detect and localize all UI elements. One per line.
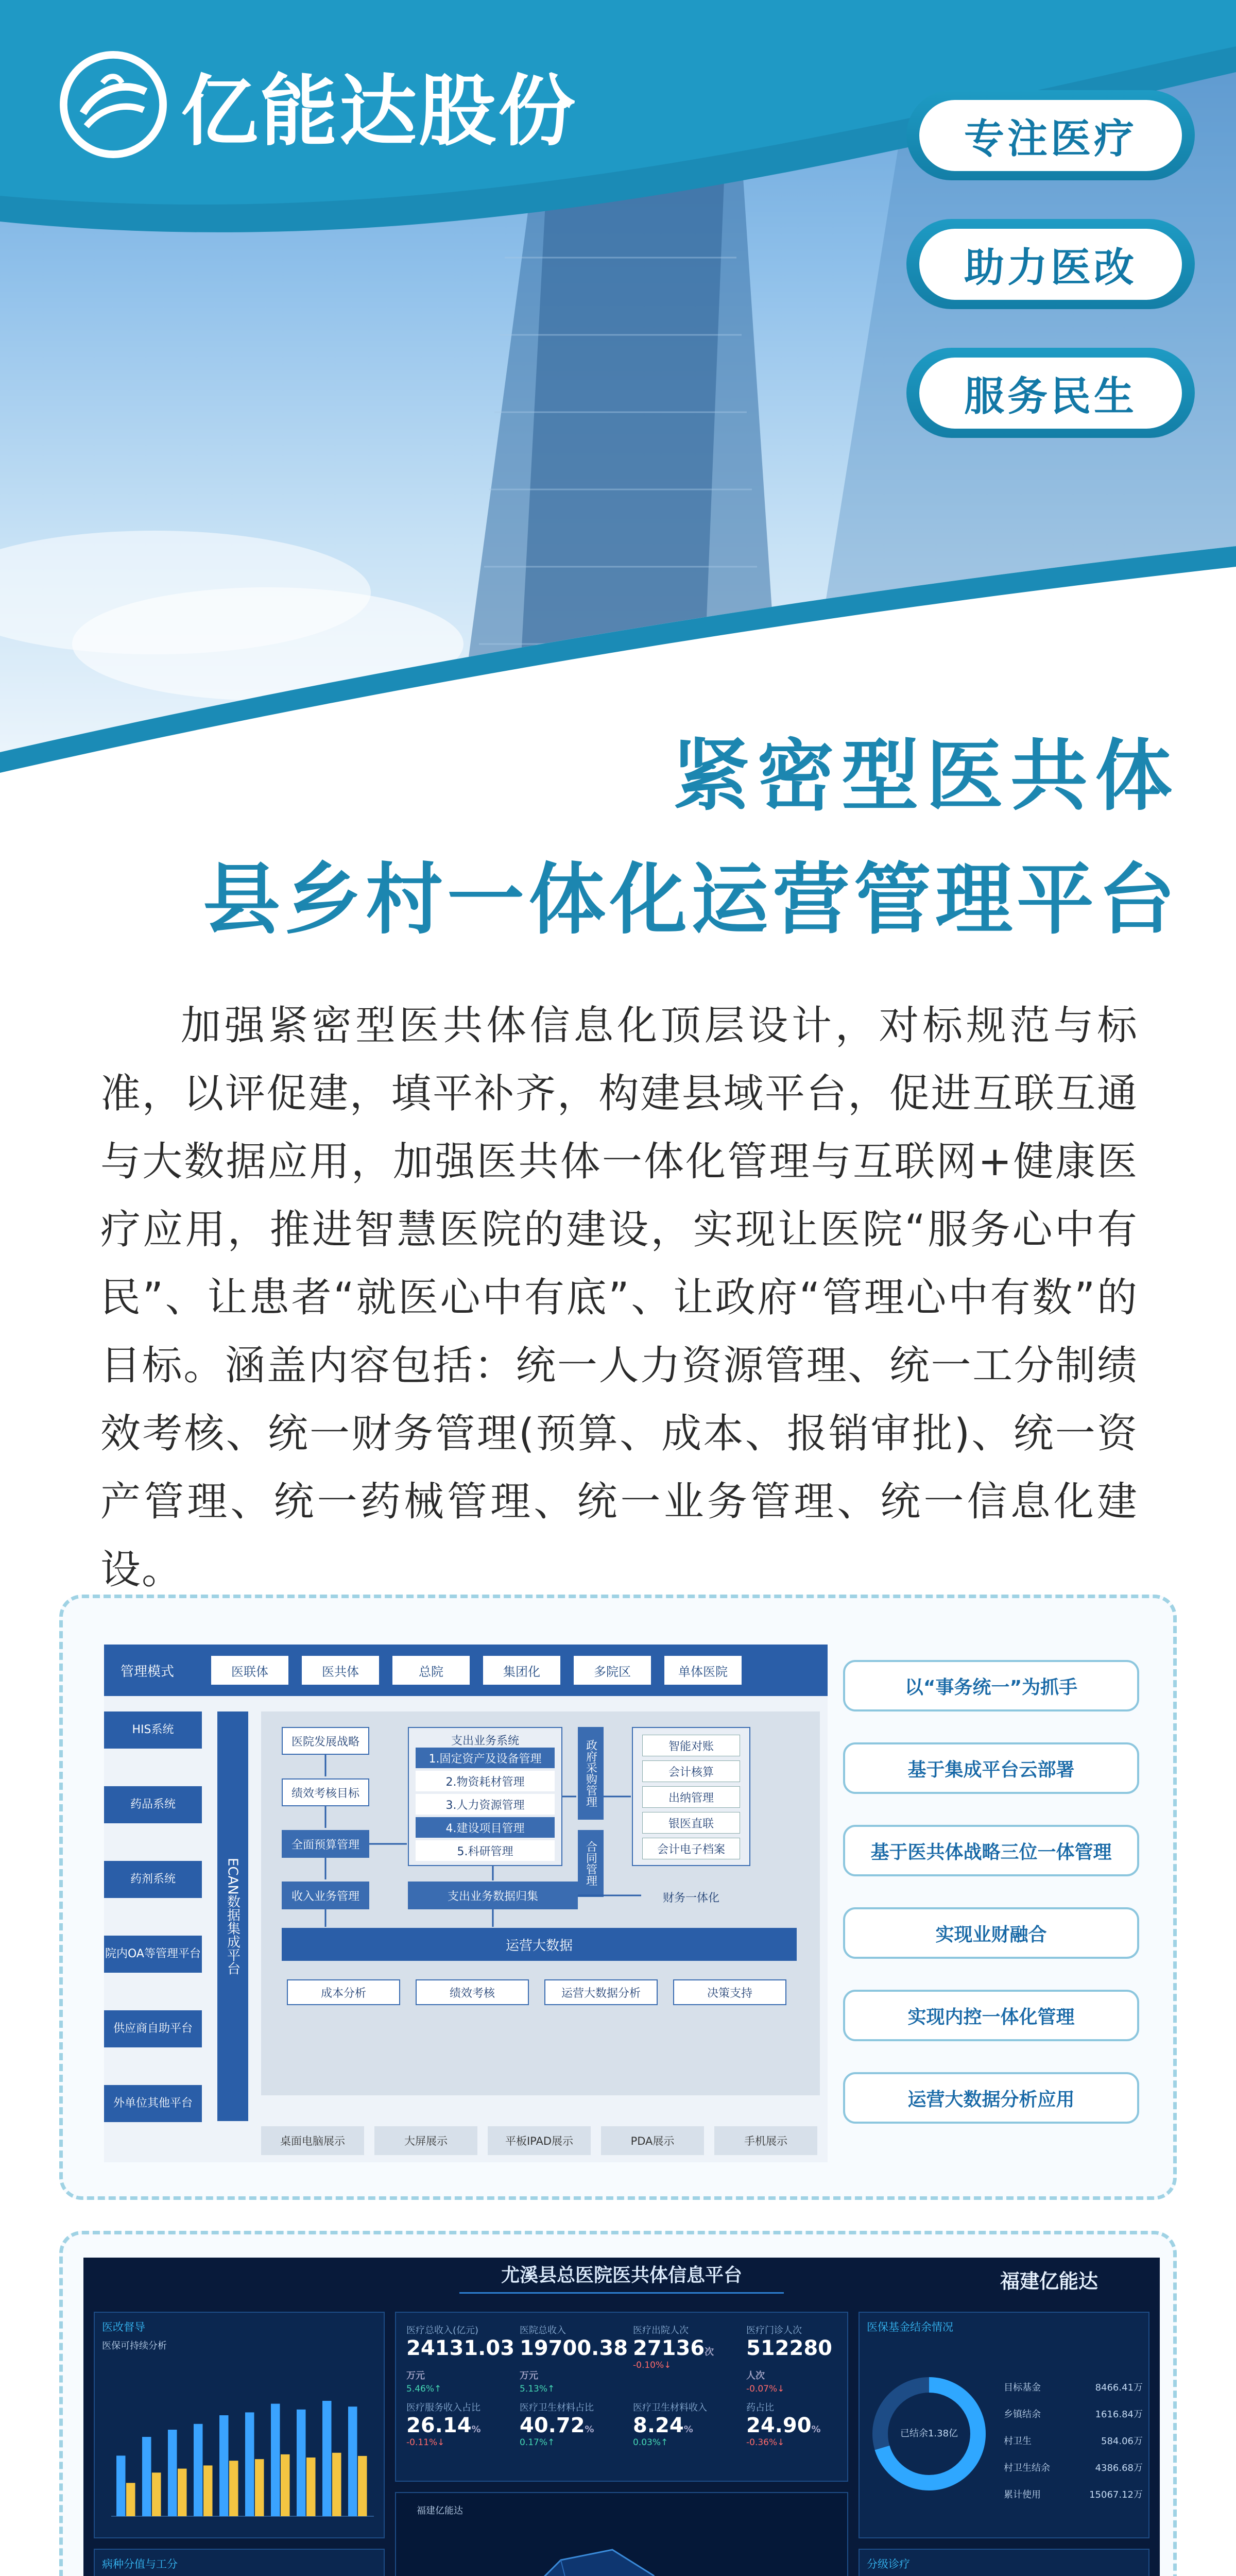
analysis-item: 决策支持 xyxy=(673,1979,786,2005)
mode-item: 医联体 xyxy=(211,1656,288,1685)
feature-item: 以“事务统一”为抓手 xyxy=(843,1660,1139,1711)
fund-donut-label: 已结余1.38亿 xyxy=(900,2428,958,2439)
gov-purchase-box: 政府采购管理 xyxy=(578,1727,604,1820)
referral-panel xyxy=(859,2549,1149,2576)
display-channel: 大屏展示 xyxy=(374,2126,477,2155)
chart-bar-secondary xyxy=(358,2456,367,2516)
finance-item: 银医直联 xyxy=(642,1812,740,1834)
title-line-2: 县乡村一体化运营管理平台 xyxy=(202,855,1179,945)
brand xyxy=(59,49,577,160)
mode-label: 管理模式 xyxy=(121,1664,175,1680)
slogan-2: 助力医改 xyxy=(919,229,1182,300)
fund-row: 乡镇结余 1616.84万 xyxy=(1004,2409,1143,2420)
kpi-item: 药占比 24.90% -0.36%↓ xyxy=(746,2402,821,2448)
chart-bar xyxy=(168,2430,177,2516)
mode-item: 单体医院 xyxy=(664,1656,742,1685)
finance-integration-label: 财务一体化 xyxy=(662,1892,719,1905)
contract-box: 合同管理 xyxy=(578,1830,604,1897)
brand-name: 亿能达股份 xyxy=(181,67,578,157)
panel-title: 分级诊疗 xyxy=(867,2558,910,2570)
mode-item: 集团化 xyxy=(483,1656,560,1685)
chart-bar-secondary xyxy=(152,2472,161,2516)
expense-item: 3.人力资源管理 xyxy=(416,1794,555,1815)
slogan-pill-2 xyxy=(906,219,1195,309)
finance-item: 会计核算 xyxy=(642,1760,740,1782)
kpi-panel xyxy=(395,2312,848,2482)
income-box: 收入业务管理 xyxy=(282,1882,369,1909)
feature-item: 基于集成平台云部署 xyxy=(843,1742,1139,1794)
slogan-3: 服务民生 xyxy=(919,358,1182,429)
slogan-pill-1 xyxy=(906,90,1195,180)
fund-panel xyxy=(859,2312,1149,2538)
chart-bar xyxy=(348,2406,357,2516)
expense-item: 4.建设项目管理 xyxy=(416,1817,555,1838)
chart-bar xyxy=(271,2404,280,2516)
chart-bar xyxy=(245,2412,254,2516)
feature-item: 运营大数据分析应用 xyxy=(843,2072,1139,2124)
fund-row: 村卫生结余 4386.68万 xyxy=(1004,2463,1143,2473)
workload-panel xyxy=(94,2549,385,2576)
kpi-item: 医疗卫生材料收入 8.24% 0.03%↑ xyxy=(633,2402,707,2448)
feature-item: 基于医共体战略三位一体管理 xyxy=(843,1825,1139,1876)
kpi-item: 医疗出院人次 27136次 -0.10%↓ xyxy=(633,2325,714,2370)
architecture-panel xyxy=(59,1595,1177,2200)
slogan-1: 专注医疗 xyxy=(919,100,1182,171)
chart-bar-secondary xyxy=(281,2454,290,2516)
display-channel: 手机展示 xyxy=(714,2126,817,2155)
expense-system-title: 支出业务系统 xyxy=(451,1735,519,1748)
chart-bar-secondary xyxy=(178,2469,187,2516)
medical-reform-panel xyxy=(94,2312,385,2538)
mode-item: 多院区 xyxy=(574,1656,651,1685)
chart-bar-secondary xyxy=(126,2483,135,2516)
chart-bar xyxy=(116,2455,126,2516)
mode-item: 总院 xyxy=(392,1656,470,1685)
slogan-pill-3 xyxy=(906,348,1195,438)
chart-bar-secondary xyxy=(203,2465,213,2516)
chart-bar xyxy=(219,2415,229,2516)
expense-data-box: 支出业务数据归集 xyxy=(408,1882,578,1909)
map-panel xyxy=(395,2492,848,2576)
expense-item: 1.固定资产及设备管理 xyxy=(416,1748,555,1768)
fund-list xyxy=(1004,2375,1143,2509)
display-channel: 桌面电脑展示 xyxy=(261,2126,364,2155)
left-system: 药剂系统 xyxy=(104,1861,202,1898)
core-system-area xyxy=(261,1711,820,2095)
chart-bar xyxy=(194,2424,203,2516)
map-label: 福建亿能达 xyxy=(417,2505,463,2516)
brand-logo-icon xyxy=(59,50,167,159)
panel-title: 医改督导 xyxy=(102,2321,145,2333)
left-system: 外单位其他平台 xyxy=(104,2085,202,2122)
expense-item: 2.物资耗材管理 xyxy=(416,1771,555,1791)
left-system: 药品系统 xyxy=(104,1786,202,1823)
left-system: HIS系统 xyxy=(104,1711,202,1749)
management-mode-bar xyxy=(104,1645,828,1696)
left-system: 院内OA等管理平台 xyxy=(104,1936,202,1973)
analysis-item: 绩效考核 xyxy=(416,1979,529,2005)
fund-row: 目标基金 8466.41万 xyxy=(1004,2382,1143,2393)
strategy-box: 医院发展战略 xyxy=(282,1727,369,1755)
chart-bar-secondary xyxy=(229,2461,238,2516)
dashboard-panel xyxy=(59,2231,1177,2576)
expense-item: 5.科研管理 xyxy=(416,1840,555,1861)
intro-paragraph: 加强紧密型医共体信息化顶层设计，对标规范与标准，以评促建，填平补齐，构建县域平台，促进互联互通与大数据应用，加强医共体一体化管理与互联网+健康医疗应用，推进智慧医院的建设，实现让医院“服务心中有民”、让患者“就医心中有底”、让政府“管理心中有数”的目标。涵盖内容包括：统一人力资源管理、统一工分制绩效考核、统一财务管理(预算、成本、报销审批)、统一资产管理、统一药械管理、统一业务管理、统一信息化建设。 xyxy=(100,1003,1138,1593)
display-channel: 平板IPAD展示 xyxy=(488,2126,591,2155)
dashboard-title: 尤溪县总医院医共体信息平台 xyxy=(459,2258,784,2294)
finance-item: 智能对账 xyxy=(642,1735,740,1756)
panel-title: 病种分值与工分 xyxy=(102,2558,178,2570)
county-map xyxy=(458,2519,746,2576)
feature-item: 实现业财融合 xyxy=(843,1907,1139,1959)
analysis-item: 成本分析 xyxy=(287,1979,400,2005)
chart-bar-secondary xyxy=(306,2458,316,2516)
chart-title: 医保可持续分析 xyxy=(102,2341,167,2351)
feature-item: 实现内控一体化管理 xyxy=(843,1990,1139,2041)
analysis-item: 运营大数据分析 xyxy=(544,1979,658,2005)
dashboard-brand: 福建亿能达 xyxy=(1000,2270,1098,2293)
kpi-item: 医疗服务收入占比 26.14% -0.11%↓ xyxy=(406,2402,481,2448)
flow-arrows xyxy=(261,1711,820,2095)
architecture-diagram xyxy=(104,1645,828,2162)
mode-item: 医共体 xyxy=(302,1656,379,1685)
kpi-item: 医疗总收入(亿元) 24131.03万元 5.46%↑ xyxy=(406,2325,515,2394)
big-data-box: 运营大数据 xyxy=(282,1928,797,1961)
insurance-bar-chart xyxy=(101,2362,379,2532)
fund-row: 累计使用 15067.12万 xyxy=(1004,2489,1143,2500)
chart-bar xyxy=(142,2437,151,2516)
dashboard-screenshot xyxy=(83,2258,1160,2576)
kpi-item: 医疗卫生材料占比 40.72% 0.17%↑ xyxy=(520,2402,594,2448)
chart-bar xyxy=(322,2401,332,2516)
display-channel: PDA展示 xyxy=(601,2126,704,2155)
budget-box: 全面预算管理 xyxy=(282,1830,369,1858)
chart-bar xyxy=(297,2410,306,2516)
finance-item: 会计电子档案 xyxy=(642,1838,740,1859)
chart-bar-secondary xyxy=(332,2453,341,2516)
panel-title: 医保基金结余情况 xyxy=(867,2321,953,2333)
kpi-item: 医疗门诊人次 512280人次 -0.07%↓ xyxy=(746,2325,832,2394)
assessment-box: 绩效考核目标 xyxy=(282,1778,369,1806)
ecan-platform: ECAN数据集成平台 xyxy=(217,1711,248,2121)
finance-item: 出纳管理 xyxy=(642,1786,740,1808)
fund-row: 村卫生 584.06万 xyxy=(1004,2436,1143,2447)
chart-bar-secondary xyxy=(255,2459,264,2516)
title-line-1: 紧密型医共体 xyxy=(672,732,1179,821)
kpi-item: 医院总收入 19700.38万元 5.13%↑ xyxy=(520,2325,628,2394)
left-system: 供应商自助平台 xyxy=(104,2010,202,2047)
